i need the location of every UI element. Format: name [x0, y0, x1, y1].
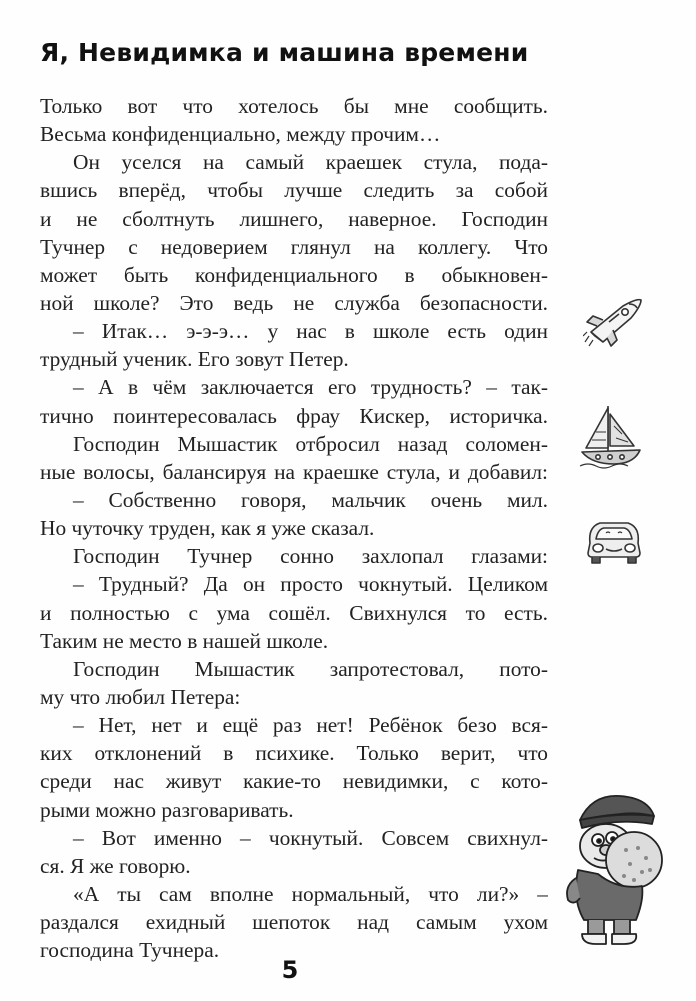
- text-line: господина Тучнера.: [40, 938, 220, 963]
- text-line: Господин Мышастик запротестовал, пото-: [73, 656, 548, 681]
- text-line: – А в чём заключается его трудность? – так-: [73, 375, 548, 400]
- sailboat-icon: [578, 402, 644, 470]
- text-line: и не сболтнуть лишнего, наверное. Господин: [40, 206, 548, 231]
- text-line: – Вот именно – чокнутый. Совсем свихнул-: [73, 825, 548, 850]
- text-line: – Собственно говоря, мальчик очень мил.: [73, 487, 548, 512]
- text-line: Господин Тучнер сонно захлопал глазами:: [73, 544, 548, 569]
- text-line: тично поинтересовалась фрау Кискер, историчка.: [40, 403, 548, 428]
- text-line: Господин Мышастик отбросил назад соломен-: [73, 431, 548, 456]
- chapter-title: Я, Невидимка и машина времени: [40, 38, 529, 67]
- text-line: рыми можно разговаривать.: [40, 797, 294, 822]
- text-line: – Нет, нет и ещё раз нет! Ребёнок безо вся-: [73, 713, 548, 738]
- text-line: му что любил Петера:: [40, 684, 241, 709]
- text-line: ной школе? Это ведь не служба безопасности.: [40, 290, 548, 315]
- text-line: может быть конфиденциального в обыкновен-: [40, 262, 548, 287]
- car-icon: [582, 513, 646, 567]
- text-line: – Итак… э-э-э… у нас в школе есть один: [73, 319, 548, 344]
- text-line: ких отклонений в психике. Только верит, что: [40, 741, 548, 766]
- text-line: Только вот что хотелось бы мне сообщить.: [40, 94, 548, 118]
- gnome-character-icon: [558, 790, 674, 948]
- text-line: «А ты сам вполне нормальный, что ли?» –: [73, 881, 548, 906]
- text-line: раздался ехидный шепоток над самым ухом: [40, 910, 548, 935]
- text-line: трудный ученик. Его зовут Петер.: [40, 347, 349, 372]
- text-line: Весьма конфиденциально, между прочим…: [40, 122, 441, 147]
- text-line: Таким не место в нашей школе.: [40, 628, 329, 653]
- text-line: Тучнер с недоверием глянул на коллегу. Что: [40, 234, 548, 259]
- text-line: – Трудный? Да он просто чокнутый. Целиком: [73, 572, 548, 597]
- text-line: Но чуточку труден, как я уже сказал.: [40, 516, 375, 541]
- text-line: Он уселся на самый краешек стула, пода-: [73, 150, 548, 175]
- text-line: вшись вперёд, чтобы лучше следить за собой: [40, 178, 548, 203]
- text-line: среди нас живут какие-то невидимки, с кото-: [40, 769, 548, 794]
- body-text: [40, 92, 548, 964]
- text-line: ся. Я же говорю.: [40, 853, 191, 878]
- page-number: 5: [281, 956, 299, 984]
- text-line: и полностью с ума сошёл. Свихнулся то есть.: [40, 600, 548, 625]
- rocket-icon: [583, 292, 647, 348]
- text-line: ные волосы, балансируя на краешке стула, и добавил:: [40, 459, 548, 484]
